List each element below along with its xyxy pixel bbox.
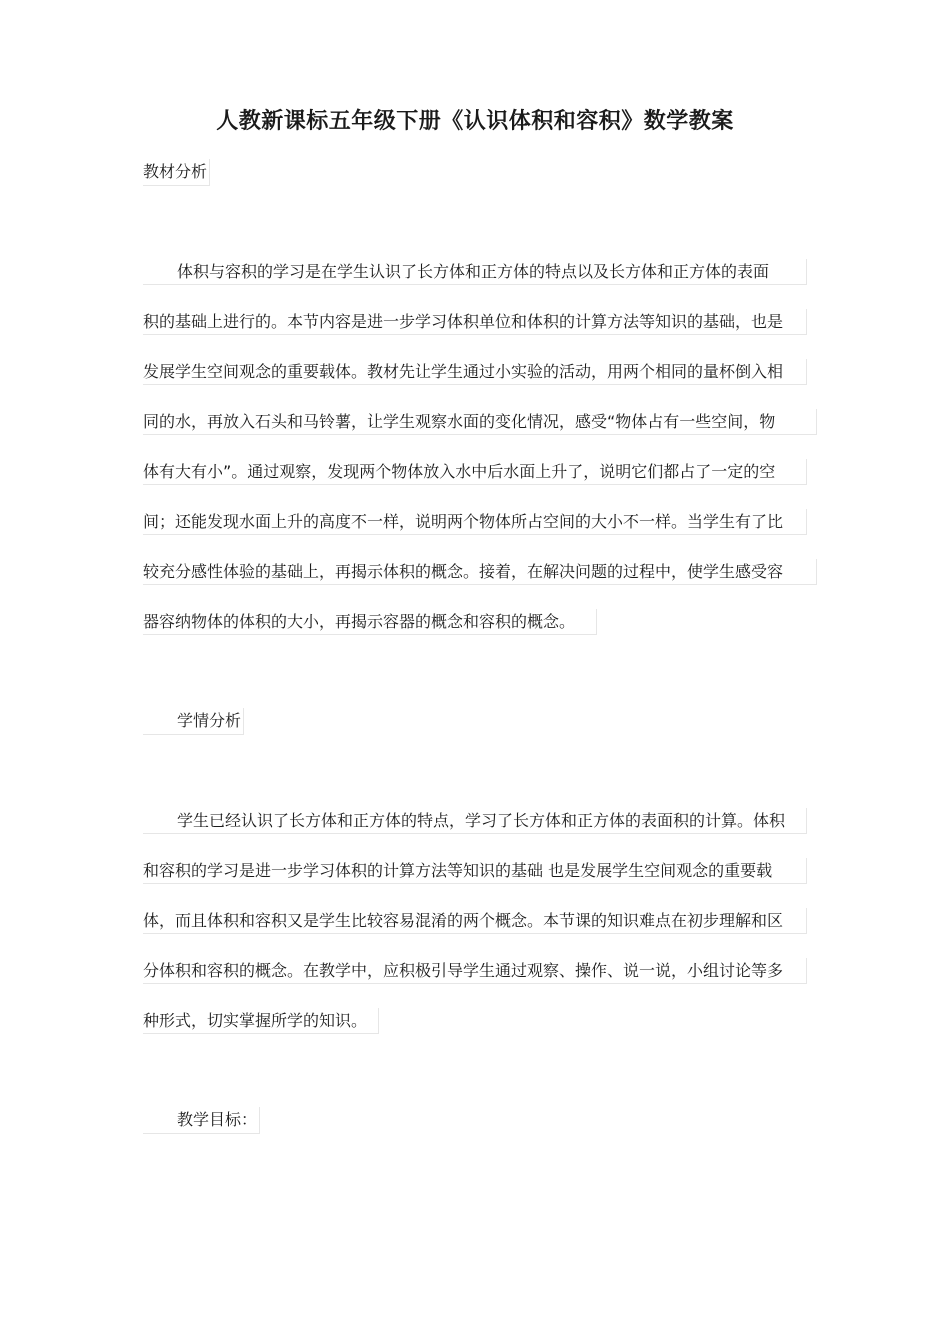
paragraph-line: 种形式，切实掌握所学的知识。	[143, 1008, 379, 1034]
paragraph-line: 体有大有小”。通过观察，发现两个物体放入水中后水面上升了，说明它们都占了一定的空	[143, 459, 807, 485]
paragraph-line: 器容纳物体的体积的大小，再揭示容器的概念和容积的概念。	[143, 609, 597, 635]
paragraph-line: 积的基础上进行的。本节内容是进一步学习体积单位和体积的计算方法等知识的基础，也是	[143, 309, 807, 335]
section-heading-textbook-analysis: 教材分析	[143, 159, 210, 186]
document-title: 人教新课标五年级下册《认识体积和容积》数学教案	[216, 109, 734, 134]
section-heading-teaching-goals: 教学目标：	[143, 1107, 260, 1134]
paragraph-line: 体，而且体积和容积又是学生比较容易混淆的两个概念。本节课的知识难点在初步理解和区	[143, 908, 807, 934]
paragraph-line: 学生已经认识了长方体和正方体的特点，学习了长方体和正方体的表面积的计算。体积	[143, 808, 807, 834]
paragraph-line: 间；还能发现水面上升的高度不一样，说明两个物体所占空间的大小不一样。当学生有了比	[143, 509, 807, 535]
paragraph-line: 和容积的学习是进一步学习体积的计算方法等知识的基础 也是发展学生空间观念的重要载	[143, 858, 807, 884]
paragraph-line: 发展学生空间观念的重要载体。教材先让学生通过小实验的活动，用两个相同的量杯倒入相	[143, 359, 807, 385]
paragraph-line: 较充分感性体验的基础上，再揭示体积的概念。接着，在解决问题的过程中，使学生感受容	[143, 559, 817, 585]
section-heading-student-analysis: 学情分析	[143, 708, 244, 735]
paragraph-line: 同的水，再放入石头和马铃薯，让学生观察水面的变化情况，感受“物体占有一些空间，物	[143, 409, 817, 435]
paragraph-line: 分体积和容积的概念。在教学中，应积极引导学生通过观察、操作、说一说，小组讨论等多	[143, 958, 807, 984]
paragraph-line: 体积与容积的学习是在学生认识了长方体和正方体的特点以及长方体和正方体的表面	[143, 259, 807, 285]
